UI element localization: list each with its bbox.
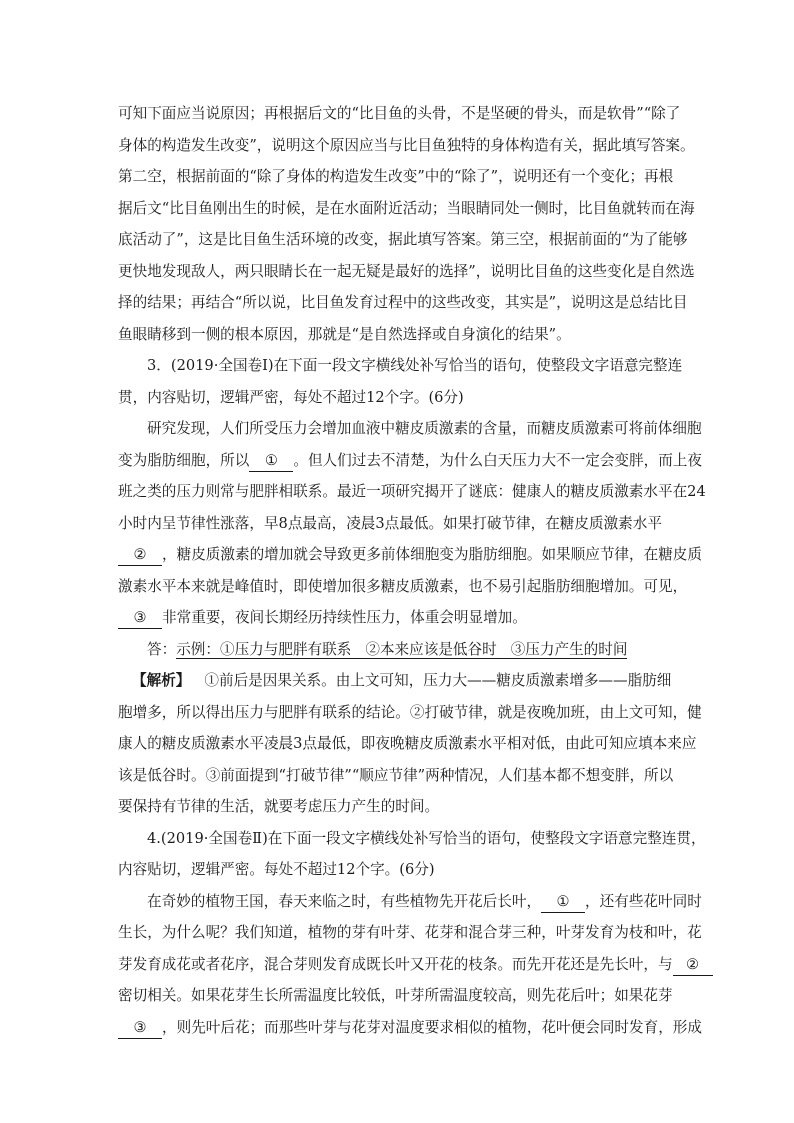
question-stem: 3．(2019·全国卷Ⅰ)在下面一段文字横线处补写恰当的语句，使整段文字语意完整连	[147, 357, 683, 374]
passage-text: ，则先叶后花；而那些叶芽与花芽对温度要求相似的植物，花叶便会同时发育，形成	[162, 1018, 702, 1036]
passage-text: 非常重要，夜间长期经历持续性压力，体重会明显增加。	[162, 609, 527, 626]
analysis-line: 康人的糖皮质激素水平凌晨3点最低，即夜晚糖皮质激素水平相对低，由此可知应填本来应	[118, 735, 697, 752]
passage-text: 。但人们过去不清楚，为什么白天压力大不一定会变胖，而上夜	[293, 451, 702, 469]
fill-blank-1: ①	[541, 892, 585, 913]
passage-line: 密切相关。如果花芽生长所需温度比较低，叶芽所需温度较高，则先花后叶；如果花芽	[118, 987, 673, 1004]
text-line: 底活动了”，这是比目鱼生活环境的改变，据此填写答案。第三空，根据前面的“为了能够	[118, 231, 688, 248]
text-line: 更快地发现敌人，两只眼睛长在一起无疑是最好的选择”，说明比目鱼的这些变化是自然选	[118, 262, 695, 280]
passage-line	[118, 886, 702, 918]
passage-line	[118, 1012, 702, 1044]
analysis	[118, 665, 702, 823]
text-line: 身体的构造发生改变”，说明这个原因应当与比目鱼独特的身体构造有关，据此填写答案。	[118, 136, 695, 154]
passage-text: ，还有些花叶同时	[585, 892, 702, 910]
fill-blank-3: ③	[118, 608, 162, 629]
passage-line: 激素水平本来就是峰值时，即使增加很多糖皮质激素，也不易引起脂肪细胞增加。可见，	[118, 577, 688, 595]
text-line: 据后文“比目鱼刚出生的时候，是在水面附近活动；当眼睛同处一侧时，比目鱼就转而在海	[118, 199, 695, 217]
question-stem: 内容贴切，逻辑严密。每处不超过12个字。(6分)	[118, 861, 435, 878]
analysis-tag: 【解析】	[132, 672, 191, 689]
analysis-line: 要保持有节律的生活，就要考虑压力产生的时间。	[118, 798, 440, 815]
question-passage	[118, 886, 702, 1044]
answer-label: 答：	[147, 640, 177, 658]
passage-text: 芽发育成花或者花序，混合芽则发育成既长叶又开花的枝条。而先开花还是先长叶，与	[118, 955, 673, 973]
answer-example: 示例：①压力与肥胖有联系	[176, 640, 352, 658]
text-line: 鱼眼睛移到一侧的根本原因，那就是“是自然选择或自身演化的结果”。	[118, 325, 571, 343]
passage-text: ，糖皮质激素的增加就会导致更多前体细胞变为脂肪细胞。如果顺应节律，在糖皮质	[162, 546, 702, 563]
analysis-line	[118, 665, 678, 697]
passage-text: 在奇妙的植物王国，春天来临之时，有些植物先开花后长叶，	[147, 892, 542, 910]
passage-line	[118, 602, 678, 634]
passage-line	[118, 445, 702, 477]
document-page	[118, 98, 706, 1043]
analysis-text: ①前后是因果关系。由上文可知，压力大——糖皮质激素增多——脂肪细	[204, 672, 672, 689]
analysis-line: 该是低谷时。③前面提到“打破节律”“顺应节律”两种情况，人们基本都不想变胖，所以	[118, 766, 674, 784]
text-line: 可知下面应当说原因；再根据后文的“比目鱼的头骨，不是坚硬的骨头，而是软骨”“除了	[118, 105, 681, 122]
passage-line: 生长，为什么呢？我们知道，植物的芽有叶芽、花芽和混合芽三种，叶芽发育为枝和叶，花	[118, 924, 702, 941]
fill-blank-2: ②	[118, 545, 162, 566]
passage-text: 变为脂肪细胞，所以	[118, 451, 250, 469]
text-line: 第二空，根据前面的“除了身体的构造发生改变”中的“除了”，说明还有一个变化；再根	[118, 168, 674, 185]
question-stem: 贯，内容贴切，逻辑严密，每处不超过12个字。(6分)	[118, 388, 464, 406]
answer-2: ②本来应该是低谷时	[351, 641, 496, 659]
text-line: 择的结果；再结合“所以说，比目鱼发育过程中的这些改变，其实是”，说明这是总结比目	[118, 294, 688, 311]
fill-blank-2: ②	[673, 955, 713, 976]
answer-3: ③压力产生的时间	[497, 641, 628, 659]
fill-blank-3: ③	[118, 1018, 162, 1039]
explanation-paragraph	[118, 98, 695, 350]
question-4	[118, 823, 706, 1044]
passage-line	[118, 539, 702, 571]
answer-line	[118, 634, 678, 666]
passage-line: 小时内呈节律性涨落，早8点最高，凌晨3点最低。如果打破节律，在糖皮质激素水平	[118, 514, 662, 532]
question-stem: 4.(2019·全国卷Ⅱ)在下面一段文字横线处补写恰当的语句，使整段文字语意完整连贯，	[147, 829, 706, 847]
analysis-line: 胞增多，所以得出压力与肥胖有联系的结论。②打破节律，就是夜晚加班，由上文可知，健	[118, 703, 702, 721]
passage-line: 班之类的压力则常与肥胖相联系。最近一项研究揭开了谜底：健康人的糖皮质激素水平在24	[118, 483, 706, 500]
fill-blank-1: ①	[249, 451, 293, 472]
question-passage	[118, 413, 706, 634]
passage-line: 研究发现，人们所受压力会增加血液中糖皮质激素的含量，而糖皮质激素可将前体细胞	[147, 420, 702, 437]
question-3	[118, 350, 706, 823]
passage-line	[118, 949, 700, 981]
